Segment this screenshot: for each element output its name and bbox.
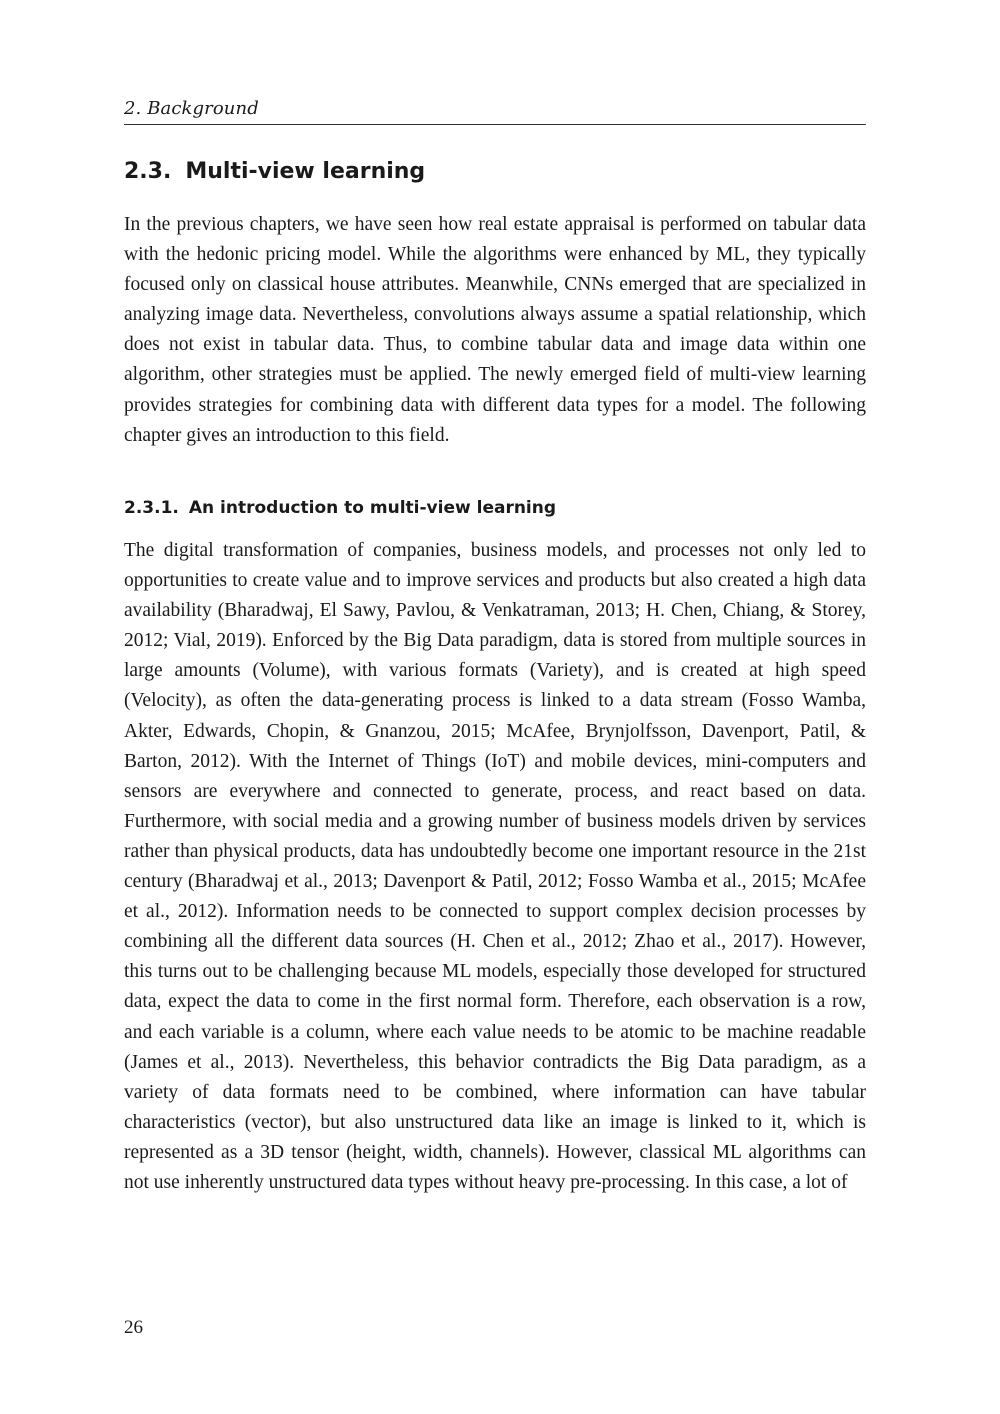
page-number: 26 [124, 1317, 143, 1338]
subsection-heading [124, 494, 866, 522]
paragraph-intro: In the previous chapters, we have seen how real estate appraisal is performed on tabular data with the hedonic pricing model. While the algorithms were enhanced by ML, they typically focused only on classical house attributes. Meanwhile, CNNs emerged that are specialized in analyzing image data. Nevertheless, convolutions always assume a spatial relationship, which does not exist in tabular data. Thus, to combine tabular data and image data within one algorithm, other strategies must be applied. The newly emerged field of multi-view learning provides strategies for combining data with different data types for a model. The following chapter gives an introduction to this field. [124, 214, 866, 446]
section-title: Multi-view learning [185, 159, 426, 184]
subsection-number: 2.3.1. [124, 498, 179, 518]
subsection-title: An introduction to multi-view learning [188, 498, 557, 518]
section-heading [124, 156, 866, 188]
document-page [124, 0, 866, 1414]
section-number: 2.3. [124, 159, 172, 184]
running-header: 2. Background [124, 98, 259, 119]
paragraph-body: The digital transformation of companies, business models, and processes not only led to opportunities to create value and to improve services and products but also created a high data availability (Bharadwaj, El Sawy, Pavlou, & Venkatraman, 2013; H. Chen, Chiang, & Storey, 2012; Vial, 2019). Enforced by the Big Data paradigm, data is stored from multiple sources in large amounts (Volume), with various formats (Variety), and is created at high speed (Velocity), as often the data-generating process is linked to a data stream (Fosso Wamba, Akter, Edwards, Chopin, & Gnanzou, 2015; McAfee, Brynjolfsson, Davenport, Patil, & Barton, 2012). With the Internet of Things (IoT) and mobile devices, mini-computers and sensors are everywhere and connected to generate, process, and react based on data. Furthermore, with social media and a growing number of business models driven by services rather than physical products, data has undoubtedly become one important resource in the 21st century (Bharadwaj et al., 2013; Davenport & Patil, 2012; Fosso Wamba et al., 2015; McAfee et al., 2012). Information needs to be connected to support complex decision processes by combining all the different data sources (H. Chen et al., 2012; Zhao et al., 2017). However, this turns out to be challenging because ML models, especially those developed for structured data, expect the data to come in the first normal form. Therefore, each observation is a row, and each variable is a column, where each value needs to be atomic to be machine readable (James et al., 2013). Nevertheless, this behavior contradicts the Big Data paradigm, as a variety of data formats need to be combined, where information can have tabular characteristics (vector), but also unstructured data like an image is linked to it, which is represented as a 3D tensor (height, width, channels). However, classical ML algorithms can not use inherently unstructured data types without heavy pre-processing. In this case, a lot of [124, 540, 866, 1193]
header-rule [124, 124, 866, 125]
